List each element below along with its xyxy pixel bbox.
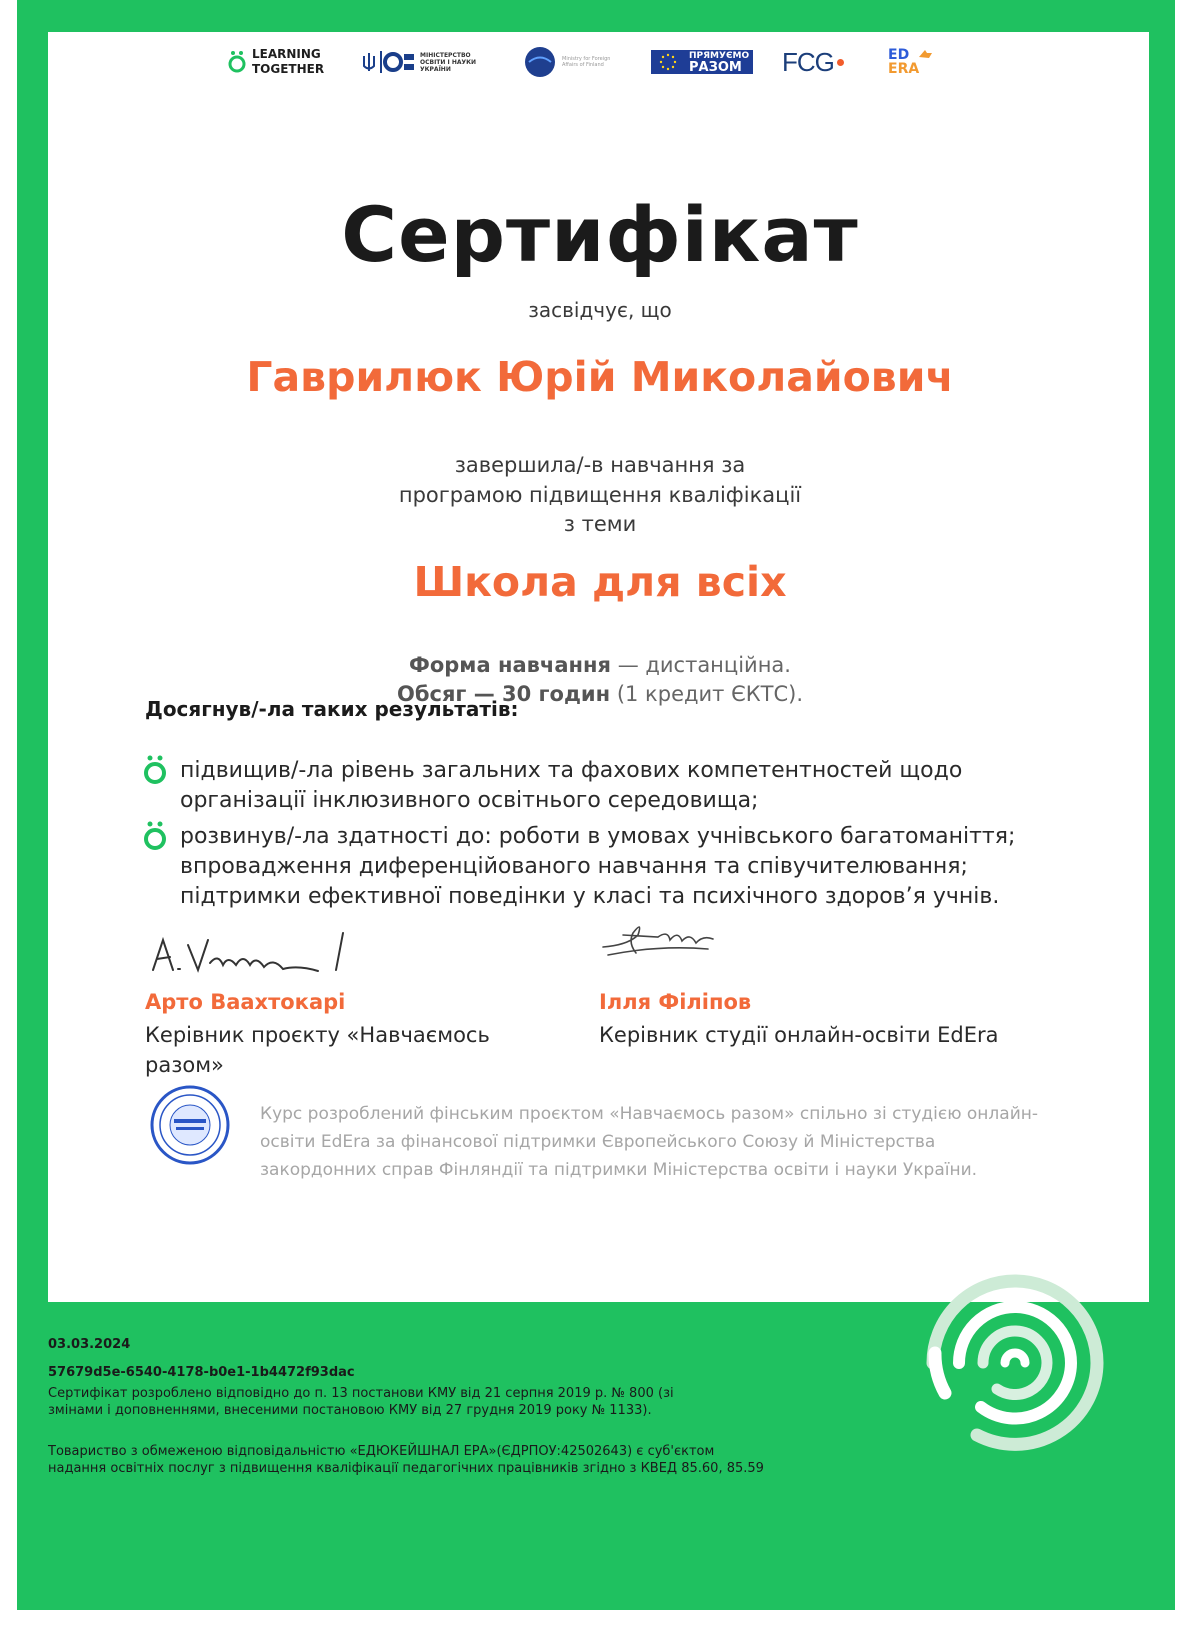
fcg-dot-icon (837, 59, 844, 66)
signature-vaahtokari (148, 925, 363, 985)
legal-note-1-line-1: Сертифікат розроблено відповідно до п. 13 постанови КМУ від 21 серпня 2019 р. № 800 (зі (48, 1386, 674, 1401)
result-item (180, 756, 1060, 816)
results-heading: Досягнув/-ла таких результатів: (145, 697, 519, 721)
signatory-1-role (145, 1020, 490, 1080)
eu-line-1: ПРЯМУЄМО (689, 50, 750, 61)
certificate-date: 03.03.2024 (48, 1337, 131, 1352)
fcg-text: FCG (782, 46, 834, 77)
ministry-line-2: ОСВІТИ І НАУКИ (420, 58, 477, 66)
ministry-line-3: УКРАЇНИ (420, 65, 451, 73)
signatory-2-role (599, 1020, 999, 1050)
result-bullet-icon (143, 820, 167, 852)
result-1-line-2: організації інклюзивного освітнього середовища; (180, 788, 759, 813)
signatory-1-name: Арто Ваахтокарі (145, 990, 346, 1014)
mfa-finland-logo (523, 32, 622, 92)
trident-icon (362, 51, 376, 73)
eu-line-2: РАЗОМ (689, 59, 742, 75)
ministry-line-1: МІНІСТЕРСТВО (420, 51, 471, 59)
legal-note-2-line-1: Товариство з обмеженою відповідальністю «ЕДЮКЕЙШНАЛ ЕРА»(ЄДРПОУ:42502643) є суб'єктом (48, 1444, 715, 1459)
completed-line-3: з теми (563, 512, 637, 536)
result-2-line-3: підтримки ефективної поведінки у класі та психічного здоров’я учнів. (180, 884, 1000, 909)
course-title: Школа для всіх (413, 558, 787, 606)
study-volume-label: Обсяг — 30 годин (396, 682, 611, 706)
result-1-line-1: підвищив/-ла рівень загальних та фахових компетентностей щодо (180, 758, 963, 783)
learning-together-line-1: LEARNING (252, 47, 321, 61)
signature-filipov (598, 915, 718, 965)
study-form-label: Форма навчання (409, 653, 612, 677)
result-bullet-icon (143, 754, 167, 786)
signatory-1-role-line-2: разом» (145, 1053, 224, 1077)
learning-together-icon (228, 49, 246, 75)
mon-mark-icon (380, 51, 414, 73)
certificate-title: Сертифікат (341, 190, 859, 279)
mfa-text: Ministry for Foreign Affairs of Finland (562, 56, 611, 68)
edera-logo (888, 32, 933, 92)
edera-hand-icon (917, 47, 933, 63)
result-item (180, 822, 1060, 912)
certifies-text: засвідчує, що (528, 298, 672, 322)
legal-note-1 (48, 1385, 674, 1419)
partner-logos (0, 32, 1200, 92)
legal-note-1-line-2: змінами і доповненнями, внесеними постановою КМУ від 27 грудня 2019 року № 1133). (48, 1403, 652, 1418)
eu-together-logo (651, 32, 753, 92)
study-form (0, 653, 1200, 677)
completed-line-2: програмою підвищення кваліфікації (398, 483, 802, 507)
signatory-2-name: Ілля Філіпов (599, 990, 752, 1014)
result-2-line-2: впровадження диференційованого навчання та співучителювання; (180, 854, 968, 879)
official-stamp (150, 1085, 230, 1165)
edera-line-1: ED (888, 47, 910, 63)
completed-line-1: завершила/-в навчання за (454, 453, 746, 477)
ministry-logo (362, 32, 490, 92)
legal-note-2 (48, 1443, 764, 1477)
result-2-line-1: розвинув/-ла здатності до: роботи в умовах учнівського багатоманіття; (180, 824, 1016, 849)
recipient-name: Гаврилюк Юрій Миколайович (246, 353, 954, 401)
edera-line-2: ERA (888, 61, 920, 77)
mfa-globe-icon (523, 45, 557, 79)
signatory-1-role-line-1: Керівник проєкту «Навчаємось (145, 1023, 490, 1047)
signatory-2-role-line-1: Керівник студії онлайн-освіти EdEra (599, 1023, 999, 1047)
study-volume-value: (1 кредит ЄКТС). (610, 682, 804, 706)
learning-together-line-2: TOGETHER (252, 62, 325, 76)
course-note: Курс розроблений фінським проєктом «Навчаємось разом» спільно зі студією онлайн-освіти EdEra за фінансової підтримки Європейського Союзу й Міністерства закордонних справ Фінляндії та підтримки Міністерства освіти і науки України. (260, 1104, 1039, 1180)
eu-flag-icon (651, 50, 685, 74)
study-form-value: — дистанційна. (611, 653, 791, 677)
certificate-id: 57679d5e-6540-4178-b0e1-1b4472f93dac (48, 1365, 355, 1380)
spiral-photo-collage (905, 1263, 1125, 1463)
legal-note-2-line-2: надання освітніх послуг з підвищення кваліфікації педагогічних працівників згідно з КВЕД 85.60, 85.59 (48, 1461, 764, 1476)
fcg-logo (782, 32, 844, 92)
learning-together-logo (228, 32, 324, 92)
